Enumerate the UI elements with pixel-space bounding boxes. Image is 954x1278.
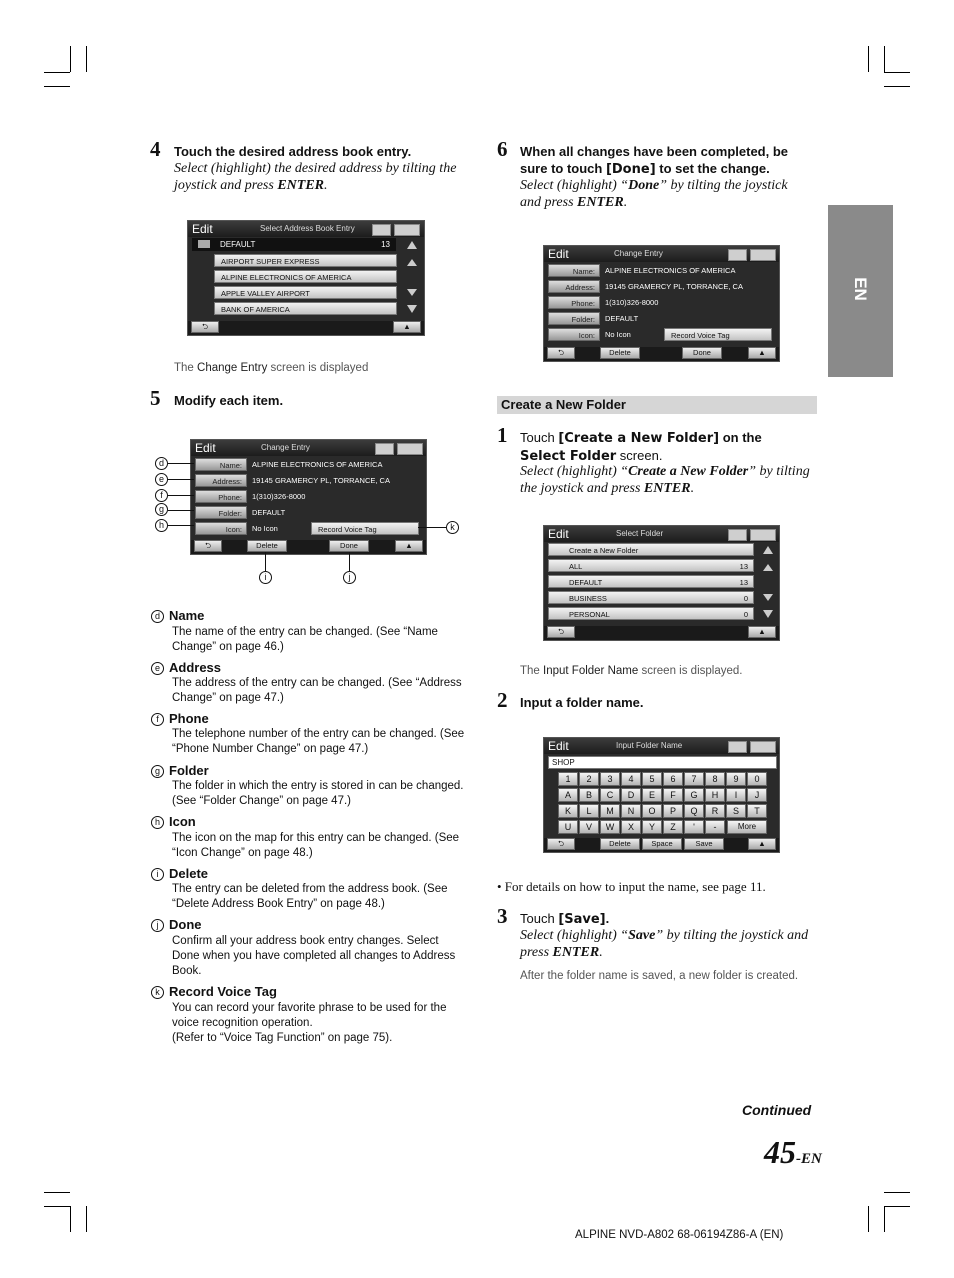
keyboard-key[interactable]: C — [600, 788, 620, 802]
save-button[interactable]: Save — [684, 838, 724, 850]
screen-bottom-bar — [544, 626, 779, 640]
folder-count: 13 — [739, 562, 748, 571]
callout-line — [349, 552, 350, 571]
folder-label[interactable]: Folder: — [548, 312, 600, 325]
item-title-name: d Name — [151, 608, 204, 623]
keypad-icon[interactable] — [394, 224, 420, 236]
item-body-record-voice-tag: You can record your favorite phrase to be used for the voice recognition operation. (Refer to “Voice Tag Function” on page 75). — [172, 1002, 447, 1044]
item-title-address: e Address — [151, 660, 221, 675]
folder-count: 0 — [743, 610, 748, 619]
folder-icon — [198, 240, 210, 248]
page-up-icon[interactable] — [763, 546, 773, 554]
map-button[interactable]: ▲ — [395, 540, 423, 552]
callout-f: f — [155, 489, 168, 502]
map-icon[interactable] — [728, 249, 747, 261]
keypad-icon[interactable] — [397, 443, 423, 455]
space-button[interactable]: Space — [642, 838, 682, 850]
crop-mark — [70, 46, 71, 72]
step-number: 5 — [150, 386, 161, 410]
screen-edit-label: Edit — [195, 441, 216, 455]
folder-name: PERSONAL — [569, 610, 610, 619]
callout-i: i — [259, 571, 272, 584]
callout-line — [168, 510, 194, 511]
back-button[interactable]: ⮌ — [547, 347, 575, 359]
keyboard-key[interactable]: 4 — [621, 772, 641, 786]
keyboard-key[interactable]: V — [579, 820, 599, 834]
phone-value: 1(310)326-8000 — [605, 298, 659, 307]
page-down-icon[interactable] — [763, 610, 773, 618]
screen-subtitle: Change Entry — [614, 249, 663, 258]
item-title-folder: g Folder — [151, 763, 209, 778]
item-title-delete: i Delete — [151, 866, 208, 881]
crop-mark — [86, 46, 87, 72]
folder-row[interactable] — [548, 591, 754, 604]
item-body-done: Confirm all your address book entry changes. Select Done when you have completed all changes to Address Book. — [172, 935, 456, 977]
folder-name: ALL — [569, 562, 583, 571]
record-voice-tag-button[interactable]: Record Voice Tag — [311, 522, 419, 535]
step-body: Select (highlight) “Save” by tilting the joystick and press ENTER. — [520, 928, 809, 960]
address-value: 19145 GRAMERCY PL, TORRANCE, CA — [252, 476, 390, 485]
folder-name: BUSINESS — [569, 594, 607, 603]
callout-line — [168, 495, 194, 496]
step-number: 2 — [497, 688, 508, 712]
address-entry-row[interactable]: AIRPORT SUPER EXPRESS — [214, 254, 397, 267]
crop-mark — [884, 86, 910, 87]
step-title: Touch [Create a New Folder] on the Select Folder screen. — [520, 430, 762, 464]
address-entry-row[interactable]: BANK OF AMERICA — [214, 302, 397, 315]
caption: The Change Entry screen is displayed — [174, 362, 369, 374]
icon-value: No Icon — [252, 524, 278, 533]
keypad-icon[interactable] — [750, 249, 776, 261]
keyboard-key[interactable]: I — [726, 788, 746, 802]
map-button[interactable]: ▲ — [393, 321, 421, 333]
callout-line — [168, 479, 194, 480]
keyboard-key[interactable]: S — [726, 804, 746, 818]
scroll-down-icon[interactable] — [763, 594, 773, 601]
delete-button[interactable]: Delete — [247, 540, 287, 552]
keyboard-key[interactable]: 1 — [558, 772, 578, 786]
keyboard-key[interactable]: J — [747, 788, 767, 802]
step-body: Select (highlight) “Create a New Folder” by tilting the joystick and press ENTER. — [520, 464, 810, 496]
keyboard-key[interactable]: 8 — [705, 772, 725, 786]
icon-label[interactable]: Icon: — [548, 328, 600, 341]
folder-label[interactable]: Folder: — [195, 506, 247, 519]
crop-mark — [44, 72, 70, 73]
callout-line — [418, 527, 446, 528]
change-entry-screen — [190, 439, 427, 555]
keyboard-key[interactable]: 0 — [747, 772, 767, 786]
item-body-folder: The folder in which the entry is stored in can be changed. (See “Folder Change” on page 47.) — [172, 780, 464, 807]
delete-button[interactable]: Delete — [600, 838, 640, 850]
item-body-name: The name of the entry can be changed. (See “Name Change” on page 46.) — [172, 626, 438, 653]
keyboard-key[interactable]: A — [558, 788, 578, 802]
map-icon[interactable] — [728, 741, 747, 753]
step-title: When all changes have been completed, be sure to touch [Done] to set the change. — [520, 144, 789, 177]
screen-edit-label: Edit — [548, 527, 569, 541]
folder-value: DEFAULT — [605, 314, 639, 323]
screen-subtitle: Select Address Book Entry — [260, 224, 355, 233]
crop-mark — [44, 1206, 70, 1207]
keypad-icon[interactable] — [750, 529, 776, 541]
keyboard-key[interactable]: X — [621, 820, 641, 834]
keyboard-key[interactable]: N — [621, 804, 641, 818]
crop-mark — [86, 1206, 87, 1232]
folder-count: 0 — [743, 594, 748, 603]
more-button[interactable]: More — [727, 820, 767, 834]
phone-value: 1(310)326-8000 — [252, 492, 306, 501]
name-value: ALPINE ELECTRONICS OF AMERICA — [252, 460, 383, 469]
keyboard-key[interactable]: 7 — [684, 772, 704, 786]
address-label[interactable]: Address: — [195, 474, 247, 487]
icon-label[interactable]: Icon: — [195, 522, 247, 535]
keyboard-key[interactable]: 5 — [642, 772, 662, 786]
crop-mark — [884, 1206, 885, 1232]
screen-subtitle: Change Entry — [261, 443, 310, 452]
continued-label: Continued — [742, 1102, 812, 1118]
keyboard-key[interactable]: 9 — [726, 772, 746, 786]
step-number: 3 — [497, 904, 508, 928]
section-title: Create a New Folder — [501, 397, 626, 412]
keyboard-key[interactable]: R — [705, 804, 725, 818]
caption: The Input Folder Name screen is displayed. — [520, 665, 743, 677]
crop-mark — [44, 86, 70, 87]
keyboard-key[interactable]: 3 — [600, 772, 620, 786]
section-header — [497, 396, 817, 414]
crop-mark — [44, 1192, 70, 1193]
callout-k: k — [446, 521, 459, 534]
done-button[interactable]: Done — [682, 347, 722, 359]
address-value: 19145 GRAMERCY PL, TORRANCE, CA — [605, 282, 743, 291]
map-button[interactable]: ▲ — [748, 347, 776, 359]
folder-label: DEFAULT — [220, 240, 256, 249]
crop-mark — [884, 72, 910, 73]
keyboard-key[interactable]: E — [642, 788, 662, 802]
map-icon[interactable] — [372, 224, 391, 236]
scroll-down-icon[interactable] — [407, 289, 417, 296]
crop-mark — [868, 46, 869, 72]
record-voice-tag-button[interactable]: Record Voice Tag — [664, 328, 772, 341]
item-title-icon: h Icon — [151, 814, 196, 829]
item-body-icon: The icon on the map for this entry can be changed. (See “Icon Change” on page 48.) — [172, 832, 460, 859]
screen-bottom-bar — [188, 321, 424, 335]
map-icon[interactable] — [375, 443, 394, 455]
item-body-delete: The entry can be deleted from the address book. (See “Delete Address Book Entry” on page 48.) — [172, 883, 448, 910]
folder-name: DEFAULT — [569, 578, 603, 587]
keyboard-key[interactable]: Z — [663, 820, 683, 834]
address-entry-row[interactable]: ALPINE ELECTRONICS OF AMERICA — [214, 270, 397, 283]
delete-button[interactable]: Delete — [600, 347, 640, 359]
phone-label[interactable]: Phone: — [548, 296, 600, 309]
callout-line — [168, 525, 194, 526]
language-side-tab — [828, 205, 893, 377]
page-down-icon[interactable] — [407, 305, 417, 313]
scroll-up-icon[interactable] — [763, 564, 773, 571]
step-title: Input a folder name. — [520, 695, 644, 710]
keyboard-key[interactable]: K — [558, 804, 578, 818]
folder-row[interactable] — [548, 559, 754, 572]
callout-line — [265, 552, 266, 571]
done-button[interactable]: Done — [329, 540, 369, 552]
item-body-phone: The telephone number of the entry can be changed. (See “Phone Number Change” on page 47.) — [172, 728, 465, 755]
step-body: Select (highlight) the desired address by tilting the joystick and press ENTER. — [174, 161, 457, 193]
back-button[interactable]: ⮌ — [547, 626, 575, 638]
keyboard-key[interactable]: M — [600, 804, 620, 818]
keyboard-key[interactable]: G — [684, 788, 704, 802]
keyboard-key[interactable]: B — [579, 788, 599, 802]
page-number: 45-EN — [764, 1134, 822, 1170]
bullet-note: • For details on how to input the name, see page 11. — [497, 879, 766, 894]
keyboard-key[interactable]: P — [663, 804, 683, 818]
folder-name-input-value: SHOP — [552, 758, 575, 767]
callout-e: e — [155, 473, 168, 486]
keyboard-key[interactable]: D — [621, 788, 641, 802]
folder-count: 13 — [381, 240, 390, 249]
screen-edit-label: Edit — [548, 739, 569, 753]
item-body-address: The address of the entry can be changed. (See “Address Change” on page 47.) — [172, 677, 462, 704]
icon-value: No Icon — [605, 330, 631, 339]
item-title-record-voice-tag: k Record Voice Tag — [151, 984, 277, 999]
step-number: 1 — [497, 423, 508, 447]
create-new-folder-button[interactable]: Create a New Folder — [548, 543, 754, 556]
crop-mark — [884, 46, 885, 72]
step-number: 6 — [497, 137, 508, 161]
callout-j: j — [343, 571, 356, 584]
screen-edit-label: Edit — [192, 222, 213, 236]
keyboard-key[interactable]: 2 — [579, 772, 599, 786]
keyboard-key[interactable]: W — [600, 820, 620, 834]
address-label[interactable]: Address: — [548, 280, 600, 293]
crop-mark — [868, 1206, 869, 1232]
step-title: Modify each item. — [174, 393, 284, 408]
keyboard-key[interactable]: Q — [684, 804, 704, 818]
screen-bottom-bar — [544, 347, 779, 361]
keyboard-key[interactable]: - — [705, 820, 725, 834]
select-folder-screen — [543, 525, 780, 641]
step-title: Touch [Save]. — [520, 911, 610, 927]
select-address-book-screen — [187, 220, 425, 336]
callout-h: h — [155, 519, 168, 532]
keyboard-key[interactable]: Y — [642, 820, 662, 834]
keyboard-key[interactable]: O — [642, 804, 662, 818]
after-note: After the folder name is saved, a new folder is created. — [520, 970, 799, 982]
name-label[interactable]: Name: — [548, 264, 600, 277]
folder-value: DEFAULT — [252, 508, 286, 517]
step-title: Touch the desired address book entry. — [174, 144, 412, 159]
back-button[interactable]: ⮌ — [191, 321, 219, 333]
screen-subtitle: Input Folder Name — [616, 741, 683, 750]
keypad-icon[interactable] — [750, 741, 776, 753]
callout-g: g — [155, 503, 168, 516]
scroll-up-icon[interactable] — [407, 259, 417, 266]
keyboard-key[interactable]: L — [579, 804, 599, 818]
callout-line — [168, 463, 194, 464]
map-icon[interactable] — [728, 529, 747, 541]
crop-mark — [70, 1206, 71, 1232]
keyboard-key[interactable]: ' — [684, 820, 704, 834]
phone-label[interactable]: Phone: — [195, 490, 247, 503]
address-entry-row[interactable]: APPLE VALLEY AIRPORT — [214, 286, 397, 299]
keyboard-key[interactable]: H — [705, 788, 725, 802]
language-tab-label: EN — [850, 277, 870, 301]
keyboard-key[interactable]: F — [663, 788, 683, 802]
step-number: 4 — [150, 137, 161, 161]
folder-row[interactable] — [548, 607, 754, 620]
screen-subtitle: Select Folder — [616, 529, 664, 538]
back-button[interactable]: ⮌ — [547, 838, 575, 850]
document-footer: ALPINE NVD-A802 68-06194Z86-A (EN) — [575, 1229, 784, 1241]
map-button[interactable]: ▲ — [748, 626, 776, 638]
back-button[interactable]: ⮌ — [194, 540, 222, 552]
crop-mark — [884, 1206, 910, 1207]
callout-d: d — [155, 457, 168, 470]
name-value: ALPINE ELECTRONICS OF AMERICA — [605, 266, 736, 275]
step-body: Select (highlight) “Done” by tilting the joystick and press ENTER. — [520, 178, 788, 210]
folder-name-input[interactable] — [548, 756, 777, 769]
folder-row[interactable] — [548, 575, 754, 588]
input-folder-name-screen — [543, 737, 780, 853]
map-button[interactable]: ▲ — [748, 838, 776, 850]
page-up-icon[interactable] — [407, 241, 417, 249]
keyboard-key[interactable]: T — [747, 804, 767, 818]
folder-count: 13 — [739, 578, 748, 587]
name-label[interactable]: Name: — [195, 458, 247, 471]
crop-mark — [884, 1192, 910, 1193]
item-title-done: j Done — [151, 917, 202, 932]
screen-edit-label: Edit — [548, 247, 569, 261]
keyboard-key[interactable]: U — [558, 820, 578, 834]
folder-row[interactable] — [192, 238, 396, 251]
keyboard-key[interactable]: 6 — [663, 772, 683, 786]
item-title-phone: f Phone — [151, 711, 209, 726]
screen-bottom-bar — [191, 540, 426, 554]
change-entry-done-screen — [543, 245, 780, 362]
